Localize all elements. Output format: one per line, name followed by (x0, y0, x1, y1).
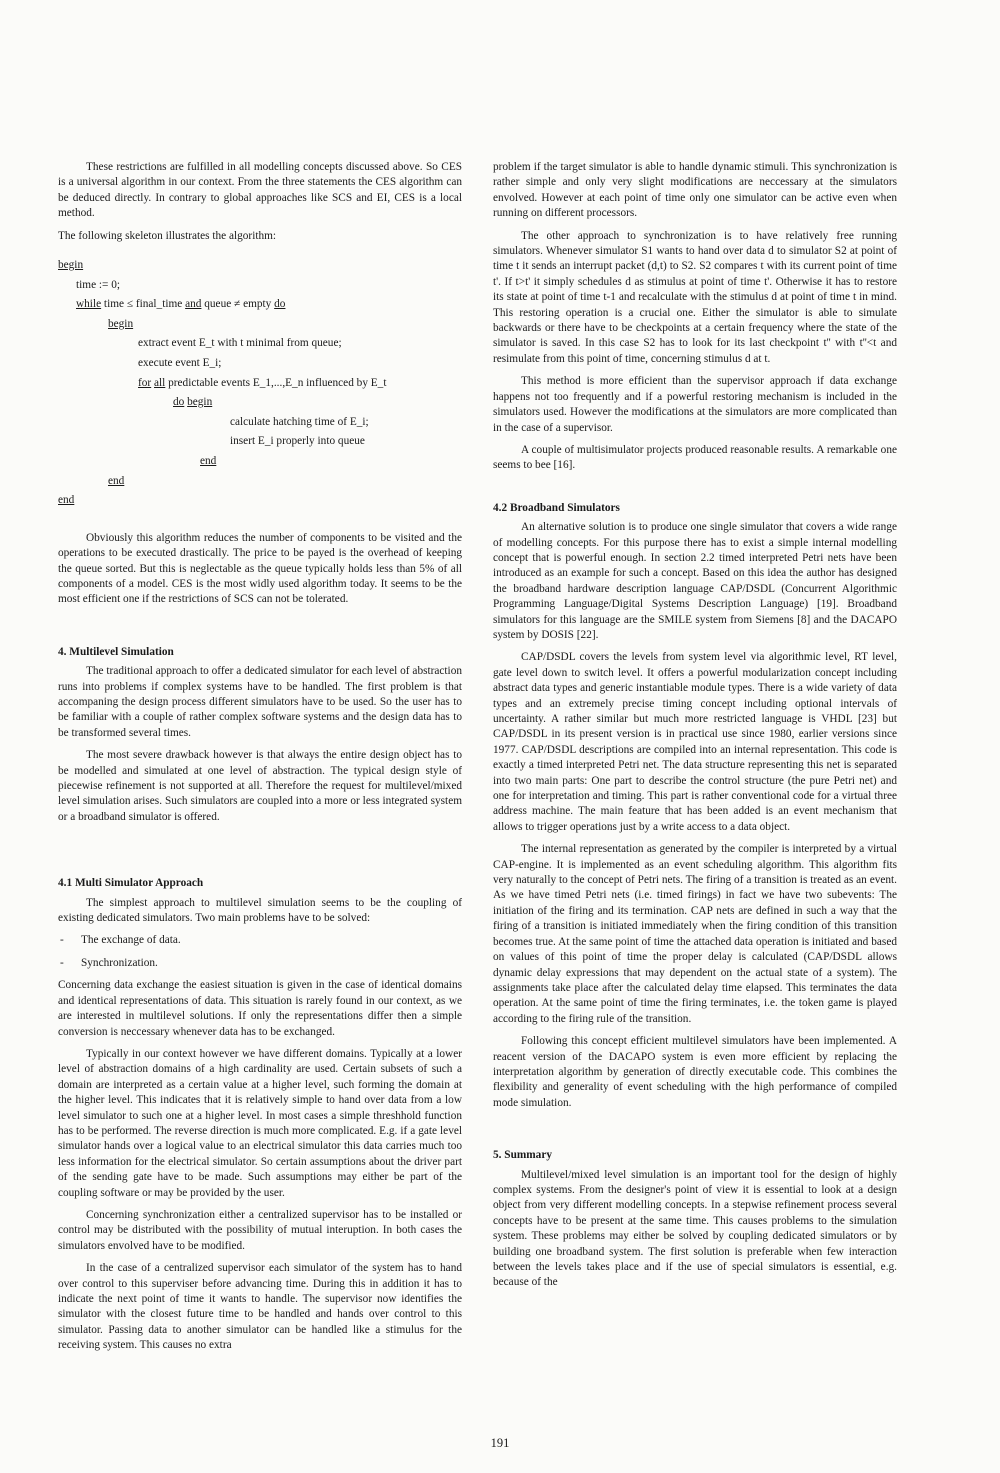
code-line-while (76, 297, 462, 317)
paragraph-problem: problem if the target simulator is able to handle dynamic stimuli. This synchronization is rather simple and only very slight modifications are neccessary at the simulators envolved. However at each point of time only one simulator can be active even when running on different processors. (493, 161, 897, 220)
code-line-begin (58, 258, 462, 278)
paragraph-traditional: The traditional approach to offer a dedicated simulator for each level of abstraction runs into problems if complex systems have to be handled. The first problem is that accompaning the design process different simulators have to be used. So the user has to be familiar with a couple of rather complex software systems and the design data has to be transformed several times. (58, 665, 462, 739)
paragraph-summary: Multilevel/mixed level simulation is an important tool for the design of highly complex systems. From the designer's point of view it is essential to look at a design object from very different modelling concepts. In a stepwise refinement process several concepts have to be present at the same time. This causes problems to the simulation system. These problems may either be solved by coupling dedicated simulators or by building one broadband system. The first solution is preferable when few interaction between the levels takes place and if the use of special simulators is essential, e.g. because of the (493, 1168, 897, 1289)
section-heading-4: 4. Multilevel Simulation (58, 645, 174, 658)
code-line-end-1 (200, 454, 462, 474)
keyword-begin-inner: begin (108, 317, 134, 330)
right-column (493, 160, 897, 1298)
paragraph-following: Following this concept efficient multilevel simulators have been implemented. A reacent version of the DACAPO system is even more efficient by replacing the interpretation algorithm by generation of directly executable code. This combines the flexibility and generality of event scheduling with the high performance of compiled mode simulation. (493, 1035, 897, 1109)
problem-list (58, 933, 462, 971)
code-line-end-2 (108, 474, 462, 494)
paragraph-centralized: In the case of a centralized supervisor each simulator of the system has to hand over control to this superviser before advancing time. During this in addition it has to indicate the next point of time it wants to handle. The supervisor now identifies the simulator with the closest future time to be handled and hands over control to this simulator. Passing data to another simulator can be handled like a stimulus for the receiving system. This causes no extra (58, 1262, 462, 1352)
left-column (58, 160, 462, 1361)
page-number: 191 (490, 1436, 510, 1450)
skeleton-intro: The following skeleton illustrates the algorithm: (58, 229, 277, 242)
algorithm-listing (58, 258, 462, 513)
paragraph-typically: Typically in our context however we have different domains. Typically at a lower level of abstraction domains of a high cardinality are used. Certain subsets of such a domain are interpreted as a certain value at a higher level, such forming the domain at the higher level. This indicates that it is relatively simple to hand over data from a low level simulator to such one at a higher level. In most cases a simple threshhold function has to be performed. The reverse direction is much more complicated. E.g. if a gate level simulator hands over a logical value to an electrical simulator this data carries much too less information for the electrical simulator. So certain assumptions about the driver part of the sending gate have to be made. Such assumptions may either be part of the coupling software or may be provided by the user. (58, 1047, 462, 1199)
keyword-for: for (138, 376, 152, 389)
code-line-time-init: time := 0; (76, 278, 121, 291)
code-line-extract: extract event E_t with t minimal from queue; (138, 337, 342, 350)
while-condition-1: time ≤ final_time (101, 298, 186, 311)
code-line-execute: execute event E_i; (138, 357, 222, 369)
paragraph-couple: A couple of multisimulator projects produced reasonable results. A remarkable one seems to bee [16]. (493, 443, 897, 472)
paragraph-severe: The most severe drawback however is that always the entire design object has to be modelled and simulated at one level of abstraction. The typical design style of piecewise refinement is not supported at all. Therefore the request for multilevel/mixed level simulation arises. Such simulators are coupled into a more or less integrated system or a broadband simulator is offered. (58, 749, 462, 823)
code-line-insert: insert E_i properly into queue (230, 435, 365, 448)
code-line-for (138, 376, 462, 396)
keyword-and: and (185, 298, 202, 311)
section-heading-4-2: 4.2 Broadband Simulators (493, 501, 620, 514)
keyword-while: while (76, 298, 102, 311)
keyword-do-2: do (173, 396, 185, 409)
while-condition-2: queue ≠ empty (201, 298, 275, 311)
keyword-end-3: end (58, 494, 75, 507)
paragraph-alternative: An alternative solution is to produce one single simulator that covers a wide range of modelling concepts. For this purpose there has to exist a simple internal modelling concept that is powerful enough. In section 2.2 timed interpreted Petri nets have been introduced as an example for such a concept. Based on this idea the author has designed the broadband hardware description language CAP/DSDL (Concurrent Algorithmic Programming Language/Digital Systems Description Language) [19]. Broadband simulators for this language are the SMILE system from Siemens [8] and the DACAPO system by DOSIS [22]. (493, 521, 897, 641)
code-line-do-begin (173, 395, 462, 415)
paragraph-method: This method is more efficient than the supervisor approach if data exchange happens not too frequently and if a powerful restoring mechanism is included in the simulators used. However the modifications at the simulators are more complicated than in the case of a supervisor. (493, 375, 897, 434)
section-heading-5: 5. Summary (493, 1149, 552, 1162)
paragraph-internal: The internal representation as generated by the compiler is interpreted by a virtual CAP-engine. It is implemented as an event scheduling algorithm. This algorithm fits very naturally to the concept of Petri nets. The firing of a transition is treated as an event. As we have timed Petri nets (i.e. timed firings) in fact we have two subevents: The initiation of the firing and its termination. CAP nets are defined in such a way that the firing of a transition is initiated immediately when the firing condition of this transition becomes true. At the same point of time the attached data operation is initiated and based on values of this point of time the proper delay is calculated (CAP/DSDL allows dynamic delay expressions that may dependent on the actual state of a system). The assignments take place after the calculated delay time elapsed. This terminates the data operation. At the same point of time the firing terminates, i.e. the token game is played according to the firing rule of the transition. (493, 843, 897, 1025)
paragraph-simplest: The simplest approach to multilevel simulation seems to be the coupling of existing dedicated simulators. Two main problems have to be solved: (58, 896, 462, 925)
keyword-begin: begin (58, 259, 84, 272)
keyword-begin-2: begin (187, 396, 213, 409)
section-heading-4-1: 4.1 Multi Simulator Approach (58, 877, 204, 890)
keyword-do: do (274, 298, 286, 311)
list-item: - The exchange of data. (58, 933, 462, 948)
paragraph-restrictions: These restrictions are fulfilled in all modelling concepts discussed above. So CES is a universal algorithm in our context. From the three statements the CES algorithm can be deduced directly. In contrary to global approaches like SCS and EI, CES is a local method. (58, 161, 462, 220)
paragraph-concerning-sync: Concerning synchronization either a centralized supervisor has to be installed or control may be distributed with the possibility of mutual interuption. In both cases the simulators envolved have to be modified. (58, 1208, 462, 1252)
paragraph-other-approach: The other approach to synchronization is to have relatively free running simulators. Whenever simulator S1 wants to hand over data d to simulator S2 at point of time t it sends an interrupt packet (d,t) to S2. S2 compares t with its current point of time t'. If t>t' it simply schedules d as stimulus at point of time t'. Otherwise it has to restore its state at point of time t-1 and recalculate with the stimulus d at point of time t in mind. This restoring operation is a crucial one. Either the simulator is able to simulate backwards or there have to be checkpoints at a certain frequency where the state of the simulator is saved. In this case S2 has to look for its last checkpoint t'' with t''<t and resimulate from this point of time, concerning stimulus d at t. (493, 229, 897, 365)
for-text: predictable events E_1,...,E_n influenced by E_t (165, 376, 387, 389)
code-line-end-3 (58, 493, 462, 513)
keyword-all: all (154, 376, 166, 389)
paragraph-concerning-data: Concerning data exchange the easiest situation is given in the case of identical domains and identical representations of data. This situation is rarely found in our context, as we are interested in multilevel solutions. If only the representations differ then a simple conversion is neccessary whenever data has to be exchanged. (58, 979, 462, 1038)
paragraph-obviously: Obviously this algorithm reduces the number of components to be visited and the operations to be executed drastically. The price to be payed is the overhead of keeping the queue sorted. But this is neglectable as the queue typically holds less than 5% of all components of a model. CES is the most widly used algorithm today. It seems to be the most efficient one if the restrictions of SCS can not be tolerated. (58, 531, 462, 606)
list-item: - Synchronization. (58, 956, 462, 971)
keyword-end-1: end (200, 454, 217, 467)
keyword-end-2: end (108, 474, 125, 487)
code-line-calculate: calculate hatching time of E_i; (230, 415, 369, 428)
code-line-begin-inner (108, 317, 462, 337)
paragraph-capdsdl: CAP/DSDL covers the levels from system level via algorithmic level, RT level, gate level down to switch level. It offers a powerful modularization concept including abstract data types and generic instantiable module types. There is a wide variety of data types and an extremely precise timing concept including optional intervals of uncertainty. A rather similar but much more restricted language is VHDL [23] but CAP/DSDL in its present version is in practical use since 1980, earlier versions since 1977. CAP/DSDL descriptions are compiled into an internal representation. This code is exactly a timed interpreted Petri net. The data structure representing this net is separated into two main parts: One part to describe the control structure (the pure Petri net) and one for interpretation and timing. This part is rather conventional code for a virtual three address machine. The main feature that has been added is an event mechanism that allows to trigger operations just by a write access to a data object. (493, 651, 897, 833)
